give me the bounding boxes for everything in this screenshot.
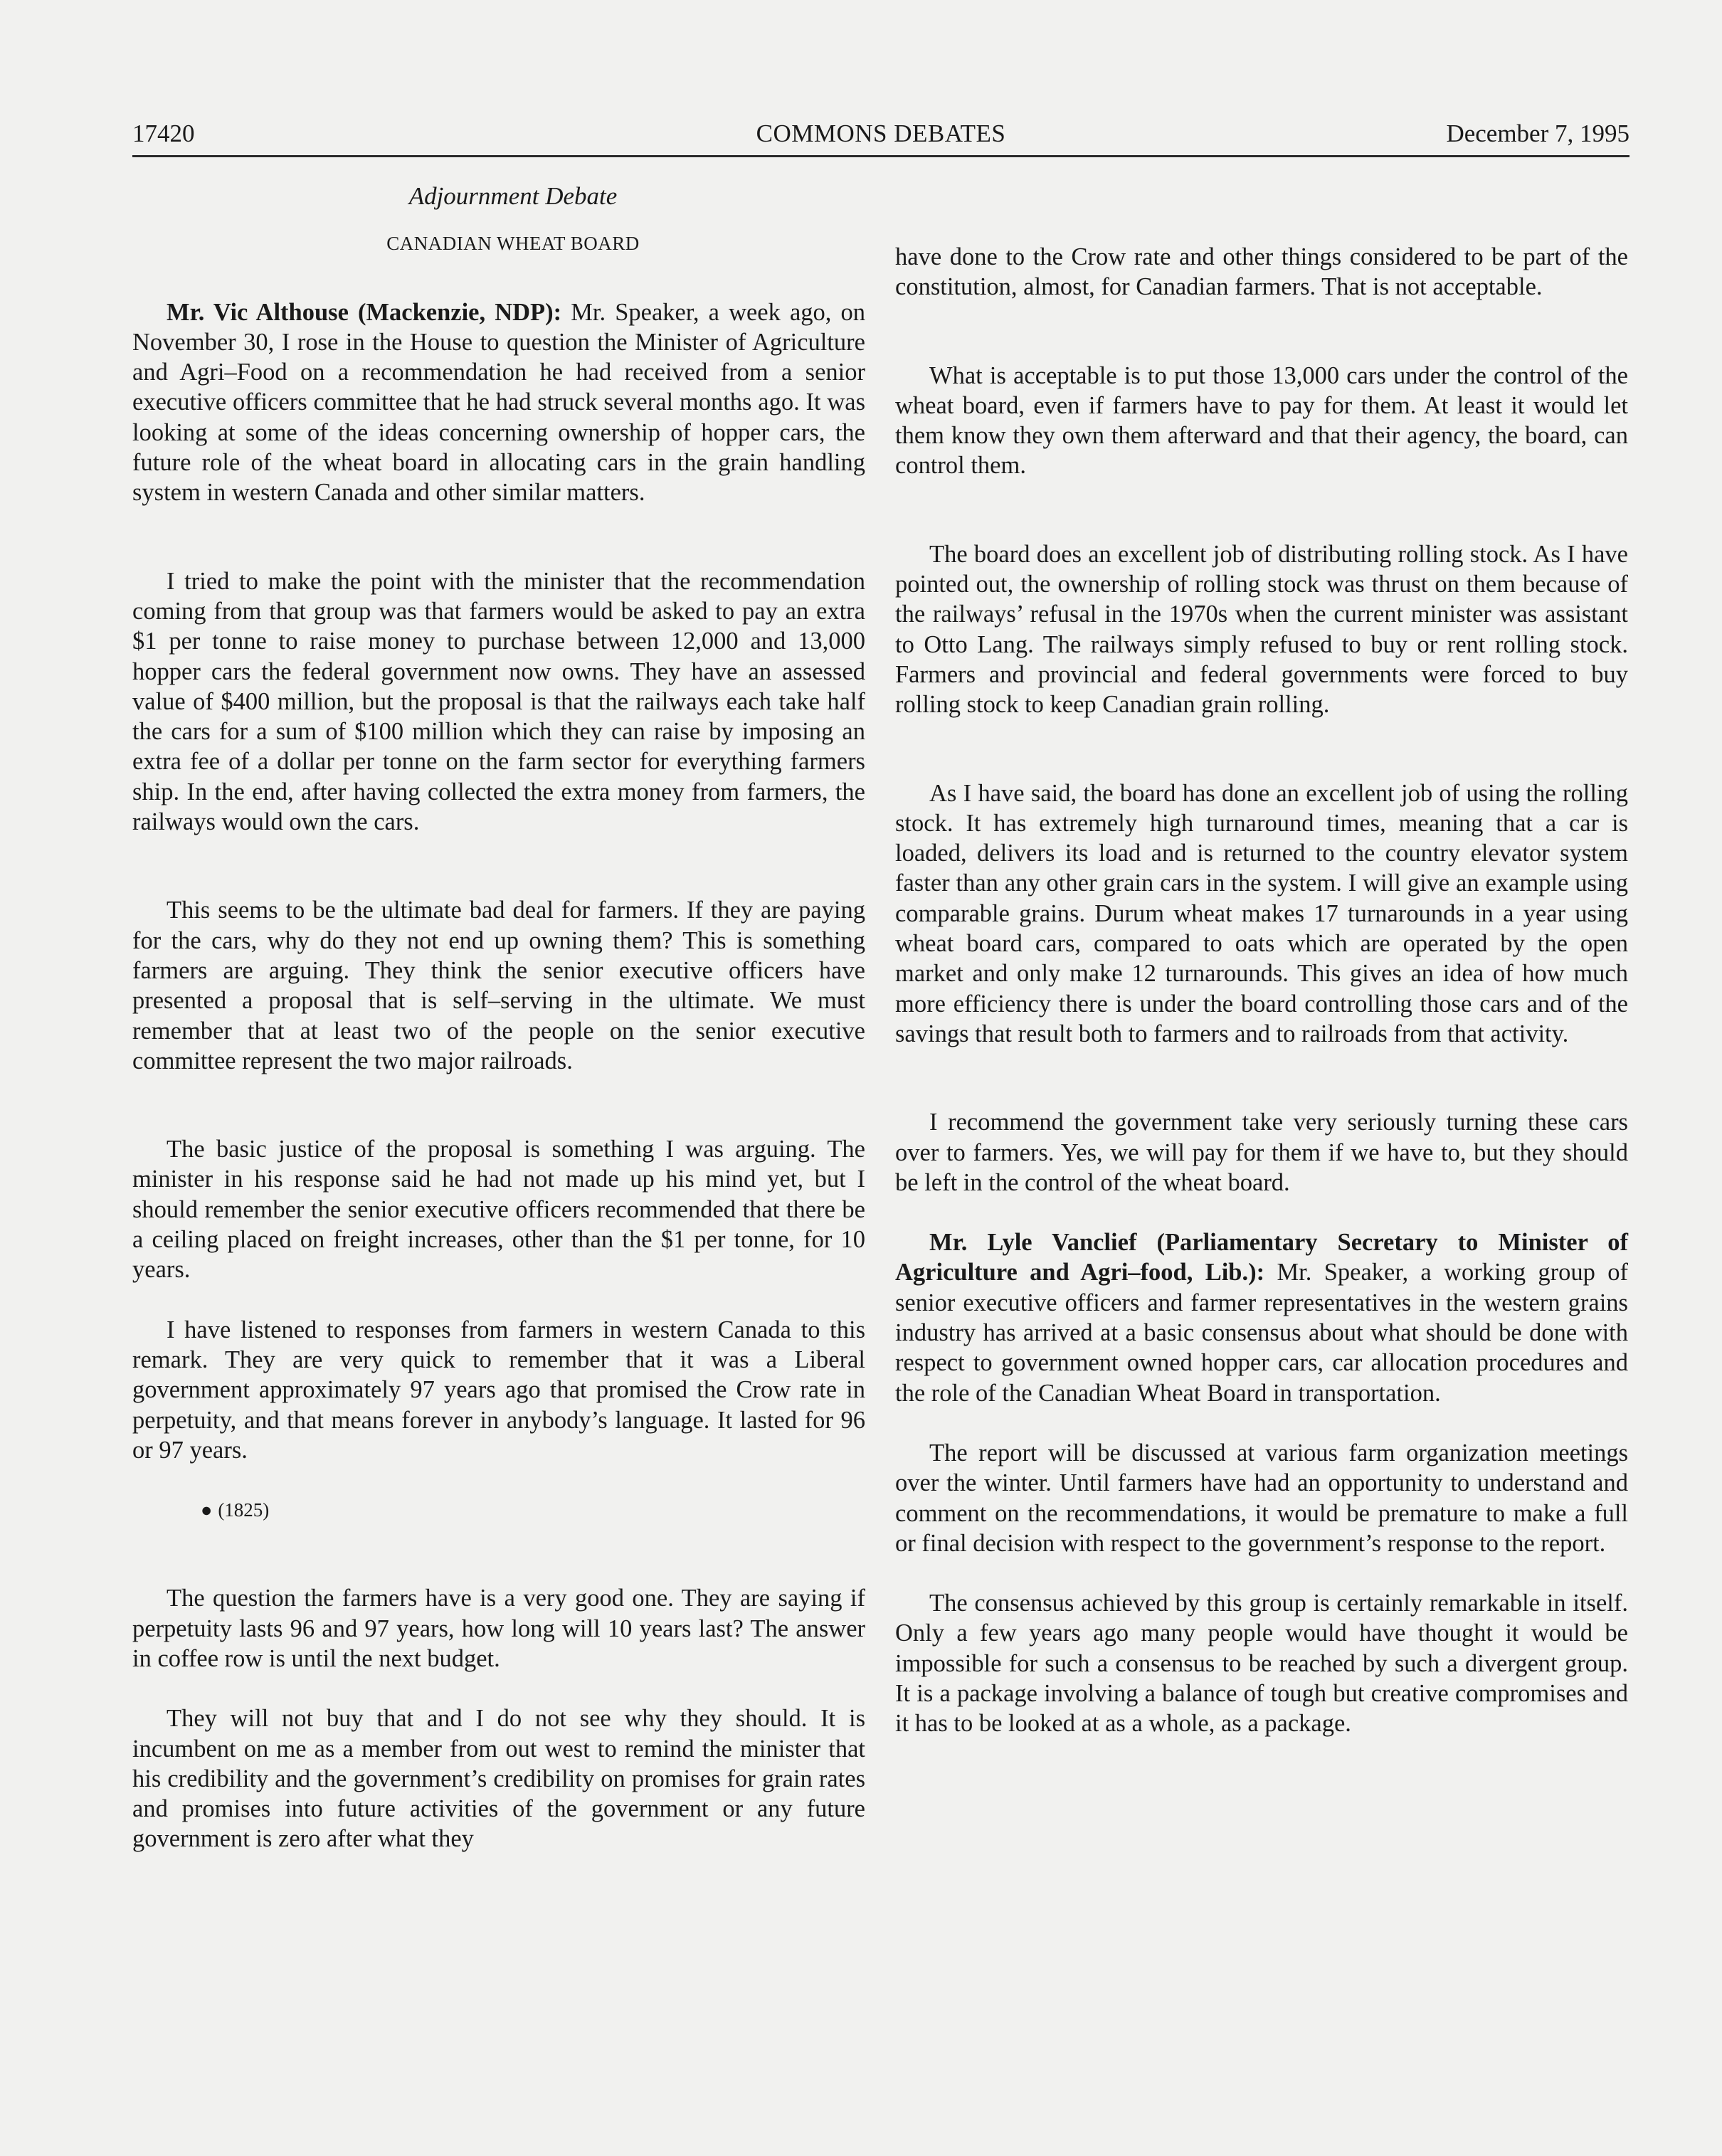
section-title: Adjournment Debate xyxy=(408,182,618,210)
paragraph: I tried to make the point with the minister that the recommendation coming from that group was that farmers would be asked to pay an extra $1 per tonne to raise money to purchase between 12,000 and 13,000 hopper cars the federal government now owns. They have an assessed value of $400 million, but the proposal is that the railways each take half the cars for a sum of $100 million which they can raise by imposing an extra fee of a dollar per tonne on the farm sector for everything farmers ship. In the end, after having collected the extra money from farmers, the railways would own the cars. xyxy=(132,567,865,836)
page-number: 17420 xyxy=(132,120,195,147)
speaker-name: Mr. Lyle Vanclief (Parliamentary Secretary to Minister of Agriculture and Agri–food, Lib.): xyxy=(895,1229,1628,1286)
paragraph: The consensus achieved by this group is certainly remarkable in itself. Only a few years ago many people would have thought it would be impossible for such a consensus to be reached by such a divergent group. It is a package involving a balance of tough but creative compromises and it has to be looked at as a whole, as a package. xyxy=(895,1590,1628,1738)
paragraph: The board does an excellent job of distributing rolling stock. As I have pointed out, the ownership of rolling stock was thrust on them because of the railways’ refusal in the 1970s when the current minister was assistant to Otto Lang. The railways simply refused to buy or rent rolling stock. Farmers and provincial and federal governments were forced to buy rolling stock to keep Canadian grain rolling. xyxy=(895,540,1628,719)
right-column xyxy=(895,242,1628,1797)
left-column xyxy=(132,181,865,1913)
header-rule xyxy=(132,155,1629,157)
paragraph: have done to the Crow rate and other things considered to be part of the constitution, almost, for Canadian farmers. That is not acceptable. xyxy=(895,243,1628,301)
bullet-icon: ● xyxy=(201,1499,213,1521)
speaker-name: Mr. Vic Althouse (Mackenzie, NDP): xyxy=(167,298,562,326)
paragraph: This seems to be the ultimate bad deal for farmers. If they are paying for the cars, why do they not end up owning them? This is something farmers are arguing. They think the senior executive officers have presented a proposal that is self–serving in the ultimate. We must remember that at least two of the people on the senior executive committee represent the two major railroads. xyxy=(132,897,865,1074)
paragraph: What is acceptable is to put those 13,000 cars under the control of the wheat board, even if farmers have to pay for them. At least it would let them know they own them afterward and that their agency, the board, can control them. xyxy=(895,361,1628,480)
paragraph: I recommend the government take very seriously turning these cars over to farmers. Yes, we will pay for them if we have to, but they should be left in the control of the wheat board. xyxy=(895,1109,1628,1196)
paragraph: As I have said, the board has done an excellent job of using the rolling stock. It has extremely high turnaround times, meaning that a car is loaded, delivers its load and is returned to the country elevator system faster than any other grain cars in the system. I will give an example using comparable grains. Durum wheat makes 17 turnarounds in a year using wheat board cars, compared to oats which are operated by the open market and only make 12 turnarounds. This gives an idea of how much more efficiency there is under the board controlling those cars and of the savings that result both to farmers and to railroads from that activity. xyxy=(895,779,1628,1047)
paragraph: Mr. Vic Althouse (Mackenzie, NDP): Mr. Speaker, a week ago, on November 30, I rose in the House to question the Minister of Agriculture and Agri–Food on a recommendation he had received from a senior executive officers committee that he had struck several months ago. It was looking at some of the ideas concerning ownership of hopper cars, the future role of the wheat board in allocating cars in the grain handling system in western Canada and other similar matters. xyxy=(132,298,865,507)
section-subtitle: CANADIAN WHEAT BOARD xyxy=(386,233,640,255)
paragraph: Mr. Lyle Vanclief (Parliamentary Secretary to Minister of Agriculture and Agri–food, Lib.): Mr. Speaker, a working group of senior executive officers and farmer representatives in the western grains industry has arrived at a basic consensus about what should be done with respect to government owned hopper cars, car allocation procedures and the role of the Canadian Wheat Board in transportation. xyxy=(895,1229,1628,1407)
paragraph: The question the farmers have is a very good one. They are saying if perpetuity lasts 96 and 97 years, how long will 10 years last? The answer in coffee row is until the next budget. xyxy=(132,1585,865,1672)
paragraph: They will not buy that and I do not see why they should. It is incumbent on me as a member from out west to remind the minister that his credibility and the government’s credibility on promises for grain rates and promises into future activities of the government or any future government is zero after what they xyxy=(132,1705,865,1853)
paragraph: I have listened to responses from farmers in western Canada to this remark. They are very quick to remember that it was a Liberal government approximately 97 years ago that promised the Crow rate in perpetuity, and that means forever in anybody’s language. It lasted for 96 or 97 years. xyxy=(132,1316,865,1464)
timestamp: ● (1825) xyxy=(132,1495,865,1525)
paragraph: The report will be discussed at various farm organization meetings over the winter. Until farmers have had an opportunity to understand and comment on the recommendations, it would be premature to make a full or final decision with respect to the government’s response to the report. xyxy=(895,1439,1628,1557)
page-header xyxy=(132,112,1629,155)
publication-date: December 7, 1995 xyxy=(1446,120,1629,147)
publication-title: COMMONS DEBATES xyxy=(756,120,1006,147)
paragraph: The basic justice of the proposal is something I was arguing. The minister in his response said he had not made up his mind yet, but I should remember the senior executive officers recommended that there be a ceiling placed on freight increases, other than the $1 per tonne, for 10 years. xyxy=(132,1136,865,1284)
